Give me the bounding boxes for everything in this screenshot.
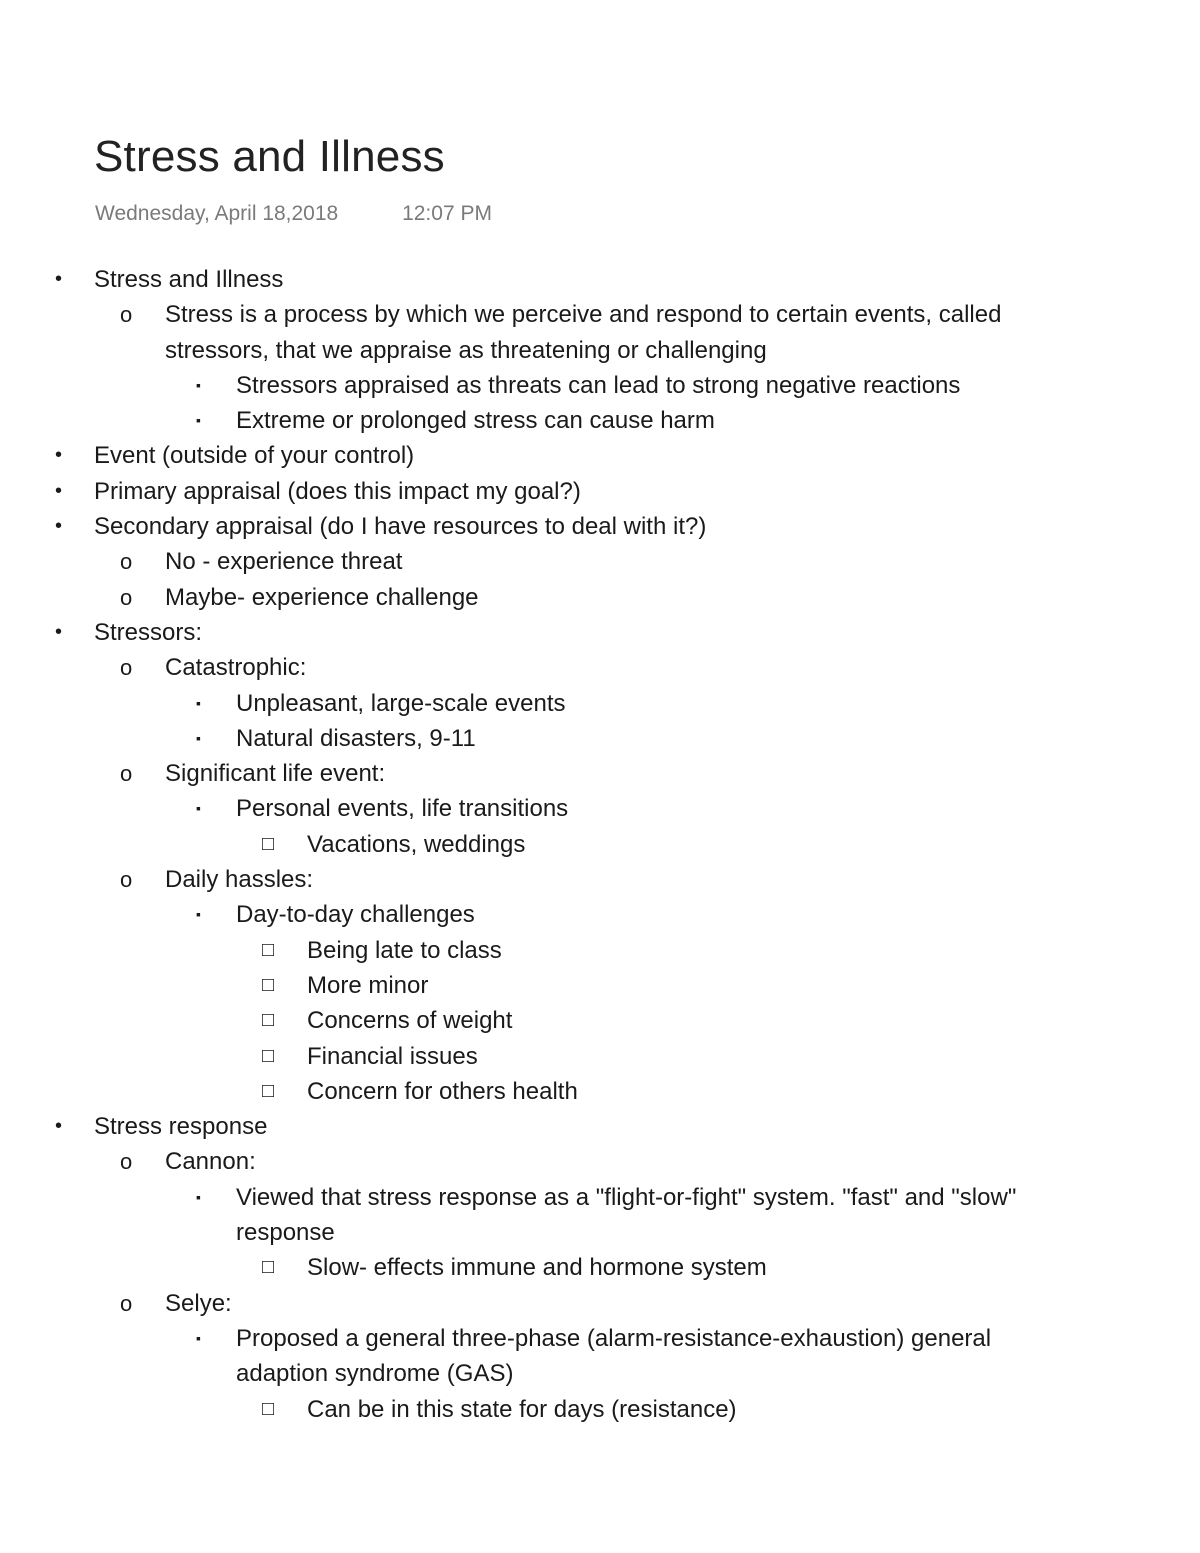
outline-item-level-2 <box>0 297 1085 368</box>
outline-item-level-1 <box>0 474 1200 509</box>
outline-item-level-2 <box>0 580 1085 615</box>
bullet-marker: o <box>120 1149 133 1175</box>
outline-item-level-1 <box>0 615 1200 650</box>
outline-item-text: Viewed that stress response as a "flight-or-fight" system. "fast" and "slow" response <box>236 1183 1017 1247</box>
bullet-marker: • <box>55 444 63 467</box>
outline-item-text: More minor <box>307 971 429 999</box>
bullet-marker: • <box>55 620 63 643</box>
outline-item-text: Significant life event: <box>165 760 386 788</box>
outline-item-text: Vacations, weddings <box>307 830 526 858</box>
outline-item-text: Maybe- experience challenge <box>165 583 479 611</box>
outline-item-level-4 <box>0 1250 1087 1285</box>
outline-item-level-3 <box>0 1321 1086 1392</box>
bullet-marker: • <box>55 479 63 502</box>
bullet-marker: ▪ <box>196 412 201 429</box>
outline-item-text: Catastrophic: <box>165 654 307 682</box>
outline-item-text: Proposed a general three-phase (alarm-resistance-exhaustion) general adaption syndrome (GAS) <box>236 1324 992 1388</box>
outline-item-text: Unpleasant, large-scale events <box>236 689 566 717</box>
outline-item-level-2 <box>0 544 1085 579</box>
outline-item-level-2 <box>0 1286 1085 1321</box>
outline-item-text: Being late to class <box>307 936 502 964</box>
page-title: Stress and Illness <box>94 132 445 181</box>
bullet-marker: o <box>120 761 133 787</box>
bullet-marker: o <box>120 549 133 575</box>
outline-item-text: No - experience threat <box>165 548 403 576</box>
outline-item-text: Cannon: <box>165 1148 256 1176</box>
outline-item-text: Stress response <box>94 1113 268 1141</box>
outline-item-level-1 <box>0 262 1200 297</box>
outline-item-level-2 <box>0 1144 1085 1179</box>
bullet-marker: o <box>120 302 133 328</box>
bullet-marker: ▪ <box>196 376 201 393</box>
outline-item-level-1 <box>0 509 1200 544</box>
outline-item-text: Stress is a process by which we perceive and respond to certain events, called stressors, that we appraise as threatening or challenging <box>165 301 1002 364</box>
outline-item-text: Stressors appraised as threats can lead to strong negative reactions <box>236 371 961 399</box>
outline-item-text: Financial issues <box>307 1042 478 1070</box>
bullet-marker: □ <box>262 1009 275 1032</box>
outline-item-level-3 <box>0 721 1086 756</box>
outline-item-level-3 <box>0 897 1086 932</box>
outline-item-text: Extreme or prolonged stress can cause harm <box>236 407 715 435</box>
bullet-marker: o <box>120 1290 133 1316</box>
outline-item-text: Personal events, life transitions <box>236 795 569 823</box>
outline-item-text: Selye: <box>165 1289 232 1317</box>
outline-item-level-4 <box>0 933 1087 968</box>
outline-item-level-2 <box>0 650 1085 685</box>
bullet-marker: □ <box>262 1079 275 1102</box>
outline-item-text: Stressors: <box>94 618 203 646</box>
bullet-marker: ▪ <box>196 800 201 817</box>
bullet-marker: o <box>120 867 133 893</box>
outline-item-text: Stress and Illness <box>94 266 284 293</box>
bullet-marker: • <box>55 1115 63 1138</box>
bullet-marker: • <box>55 515 63 538</box>
outline-item-level-4 <box>0 968 1087 1003</box>
bullet-marker: ▪ <box>196 906 201 923</box>
outline-item-level-2 <box>0 862 1085 897</box>
bullet-marker: ▪ <box>196 694 201 711</box>
outline-item-level-3 <box>0 686 1086 721</box>
bullet-marker: □ <box>262 1397 275 1420</box>
outline-item-level-2 <box>0 756 1085 791</box>
bullet-marker: □ <box>262 832 275 855</box>
outline-item-text: Can be in this state for days (resistance) <box>307 1395 737 1423</box>
page-timestamp <box>95 202 492 226</box>
outline-item-text: Primary appraisal (does this impact my goal?) <box>94 477 581 505</box>
outline-item-text: Slow- effects immune and hormone system <box>307 1254 767 1282</box>
outline-item-text: Natural disasters, 9-11 <box>236 724 476 752</box>
bullet-marker: □ <box>262 973 275 996</box>
outline-item-level-4 <box>0 1074 1087 1109</box>
outline-item-text: Day-to-day challenges <box>236 901 475 929</box>
page-date: Wednesday, April 18,2018 <box>95 202 339 225</box>
outline-item-level-1 <box>0 438 1200 473</box>
outline-item-level-1 <box>0 1109 1200 1144</box>
outline-notes <box>0 262 1200 1427</box>
outline-item-text: Event (outside of your control) <box>94 442 415 470</box>
outline-item-level-4 <box>0 1039 1087 1074</box>
cut-off-line-fragment <box>307 1432 907 1436</box>
bullet-marker: □ <box>262 1044 275 1067</box>
bullet-marker: ▪ <box>196 729 201 746</box>
outline-item-level-4 <box>0 1003 1087 1038</box>
outline-item-level-3 <box>0 791 1086 826</box>
outline-item-level-4 <box>0 827 1087 862</box>
outline-item-level-3 <box>0 403 1086 438</box>
outline-item-text: Concerns of weight <box>307 1007 513 1035</box>
bullet-marker: ▪ <box>196 1329 201 1346</box>
bullet-marker: • <box>55 268 63 290</box>
bullet-marker: o <box>120 655 133 681</box>
outline-item-level-3 <box>0 1180 1086 1251</box>
outline-item-text: Secondary appraisal (do I have resources to deal with it?) <box>94 513 707 541</box>
bullet-marker: ▪ <box>196 1188 201 1205</box>
outline-item-level-3 <box>0 368 1086 403</box>
outline-item-text: Concern for others health <box>307 1077 578 1105</box>
page-time: 12:07 PM <box>402 202 492 225</box>
bullet-marker: o <box>120 584 133 610</box>
bullet-marker: □ <box>262 938 275 961</box>
bullet-marker: □ <box>262 1256 275 1279</box>
outline-item-text: Daily hassles: <box>165 866 314 894</box>
outline-item-level-4 <box>0 1392 1087 1427</box>
